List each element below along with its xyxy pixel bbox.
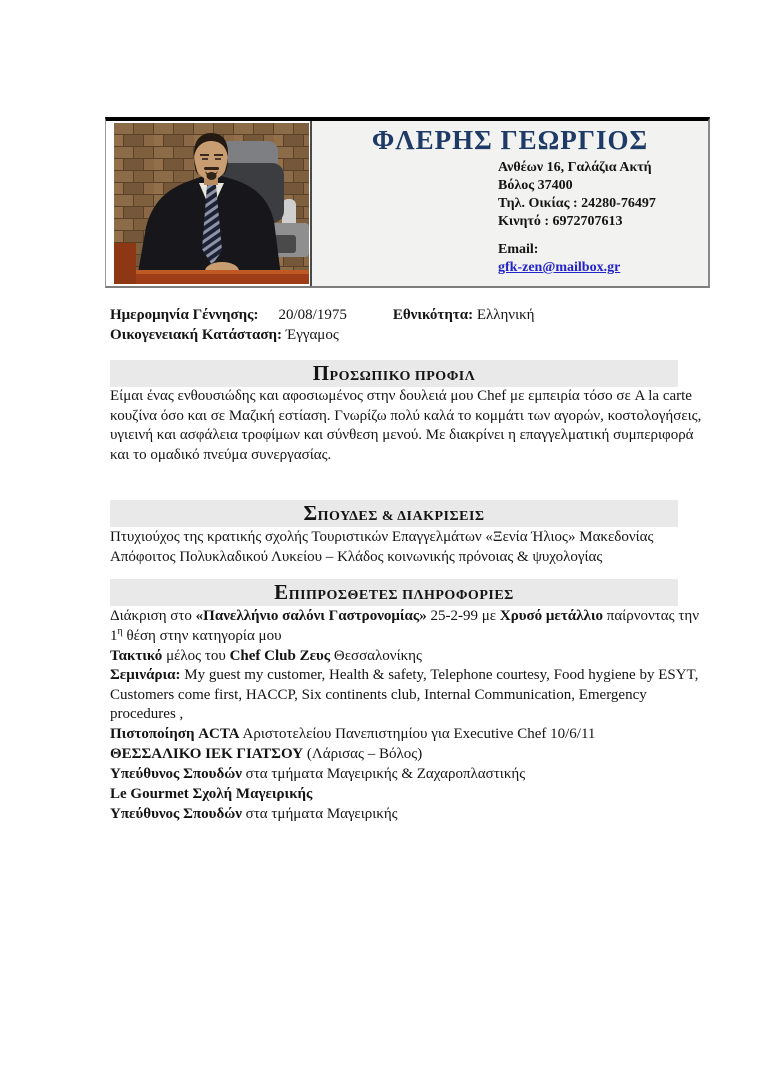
seminars-paragraph [110, 666, 710, 744]
marital-label: Οικογενειακή Κατάσταση: [110, 327, 283, 343]
iek-role-label: Υπεύθυνος Σπουδών [110, 766, 246, 782]
section-title-rest: ΠΙΠΡΟΣΘΕΤΕΣ ΠΛΗΡΟΦΟΡΙΕΣ [288, 588, 514, 603]
address-line-1: Ανθέων 16, Γαλάζια Ακτή [498, 160, 652, 175]
iek-paragraph [110, 744, 710, 784]
cv-body [110, 305, 710, 824]
gourmet-role-text: στα τμήματα Μαγειρικής [245, 806, 398, 822]
seminars-list: My guest my customer, Health & safety, Telephone courtesy, Food hygiene by ESYT, Customers come first, HACCP, Six continents club, Internal Communication, Emergency procedures , [110, 667, 699, 722]
award-run: 25-2-99 με [426, 608, 500, 624]
award-run-bold: «Πανελλήνιο σαλόνι Γαστρονομίας» [195, 608, 427, 624]
section-header-extra [110, 579, 678, 606]
portrait-photo-illustration [114, 123, 309, 284]
studies-item-2: Απόφοιτος Πολυκλαδικού Λυκείου – Κλάδος κοινωνικής πρόνοιας & ψυχολογίας [110, 549, 603, 565]
award-run: παίρνοντας την 1 [110, 608, 699, 644]
marital-row [110, 325, 710, 345]
marital-value: Έγγαμος [285, 327, 339, 343]
membership-run-bold: Τακτικό [110, 648, 163, 664]
section-title-rest: ΡΟΣΩΠΙΚΟ ΠΡΟΦΙΛ [329, 369, 476, 384]
profile-paragraph: Είμαι ένας ενθουσιώδης και αφοσιωμένος στην δουλειά μου Chef με εμπειρία τόσο σε A la carte κουζίνα όσο και σε Μαζική εστίαση. Γνωρίζω πολύ καλά το κομμάτι των αγορών, κοστολογήσεις, υγιεινή και ασφάλεια τροφίμων και σύνθεση μενού. Με διακρίνει η επαγγελματική συμπεριφορά και το ομαδικό πνεύμα συνεργασίας. [110, 388, 702, 463]
header-card [105, 117, 710, 288]
certification-label: Πιστοποίηση ACTA [110, 725, 243, 742]
iek-role-text: στα τμήματα Μαγειρικής & Ζαχαροπλαστικής [245, 766, 526, 782]
award-run: Διάκριση στο [110, 608, 196, 624]
email-label: Email: [498, 242, 539, 257]
section-title-rest: ΠΟΥΔΕΣ & ΔΙΑΚΡΙΣΕΙΣ [317, 509, 485, 524]
gourmet-name: Le Gourmet Σχολή Μαγειρικής [110, 786, 313, 802]
photo-cell [106, 121, 310, 286]
gourmet-role-label: Υπεύθυνος Σπουδών [110, 806, 246, 822]
email-link[interactable]: gfk-zen@mailbox.gr [498, 260, 621, 275]
spacer [498, 231, 656, 241]
nationality-label: Εθνικότητα: [392, 307, 474, 323]
studies-item-1: Πτυχιούχος της κρατικής σχολής Τουριστικών Επαγγελμάτων «Ξενία Ήλιος» Μακεδονίας [110, 529, 654, 545]
page-title: ΦΛΕΡΗΣ ΓΕΩΡΓΙΟΣ [371, 125, 649, 155]
nationality-value: Ελληνική [476, 307, 535, 323]
birth-label: Ημερομηνία Γέννησης: [110, 307, 259, 323]
birth-nationality-row [110, 305, 710, 325]
section-title-initial: Π [312, 361, 330, 385]
section-header-profile [110, 360, 678, 387]
award-run: θέση στην κατηγορία μου [122, 628, 282, 644]
header-info-cell [310, 121, 708, 286]
contact-block [498, 159, 656, 277]
iek-name: ΘΕΣΣΑΛΙΚΟ ΙΕΚ ΓΙΑΤΣΟΥ [110, 746, 307, 762]
section-header-studies [110, 500, 678, 527]
portrait-photo [114, 123, 309, 284]
section-title-initial: Ε [274, 580, 289, 604]
award-paragraph [110, 606, 710, 646]
award-run-bold: Χρυσό μετάλλιο [499, 608, 603, 624]
section-title-initial: Σ [303, 501, 318, 525]
phone-mobile: Κινητό : 6972707613 [498, 214, 623, 229]
seminars-label: Σεμινάρια: [110, 667, 181, 683]
membership-run: μέλος του [162, 648, 230, 664]
award-superscript: η [117, 626, 123, 637]
membership-run-bold: Chef Club Ζευς [229, 648, 331, 664]
birth-value: 20/08/1975 [278, 307, 347, 323]
phone-home: Τηλ. Οικίας : 24280-76497 [498, 196, 656, 211]
membership-paragraph [110, 646, 710, 666]
gourmet-paragraph [110, 784, 710, 824]
membership-run: Θεσσαλονίκης [330, 648, 422, 664]
iek-location: (Λάρισας – Βόλος) [306, 746, 423, 762]
address-line-2: Βόλος 37400 [498, 178, 573, 193]
certification-text: Αριστοτελείου Πανεπιστημίου για Executive Chef 10/6/11 [242, 725, 596, 742]
